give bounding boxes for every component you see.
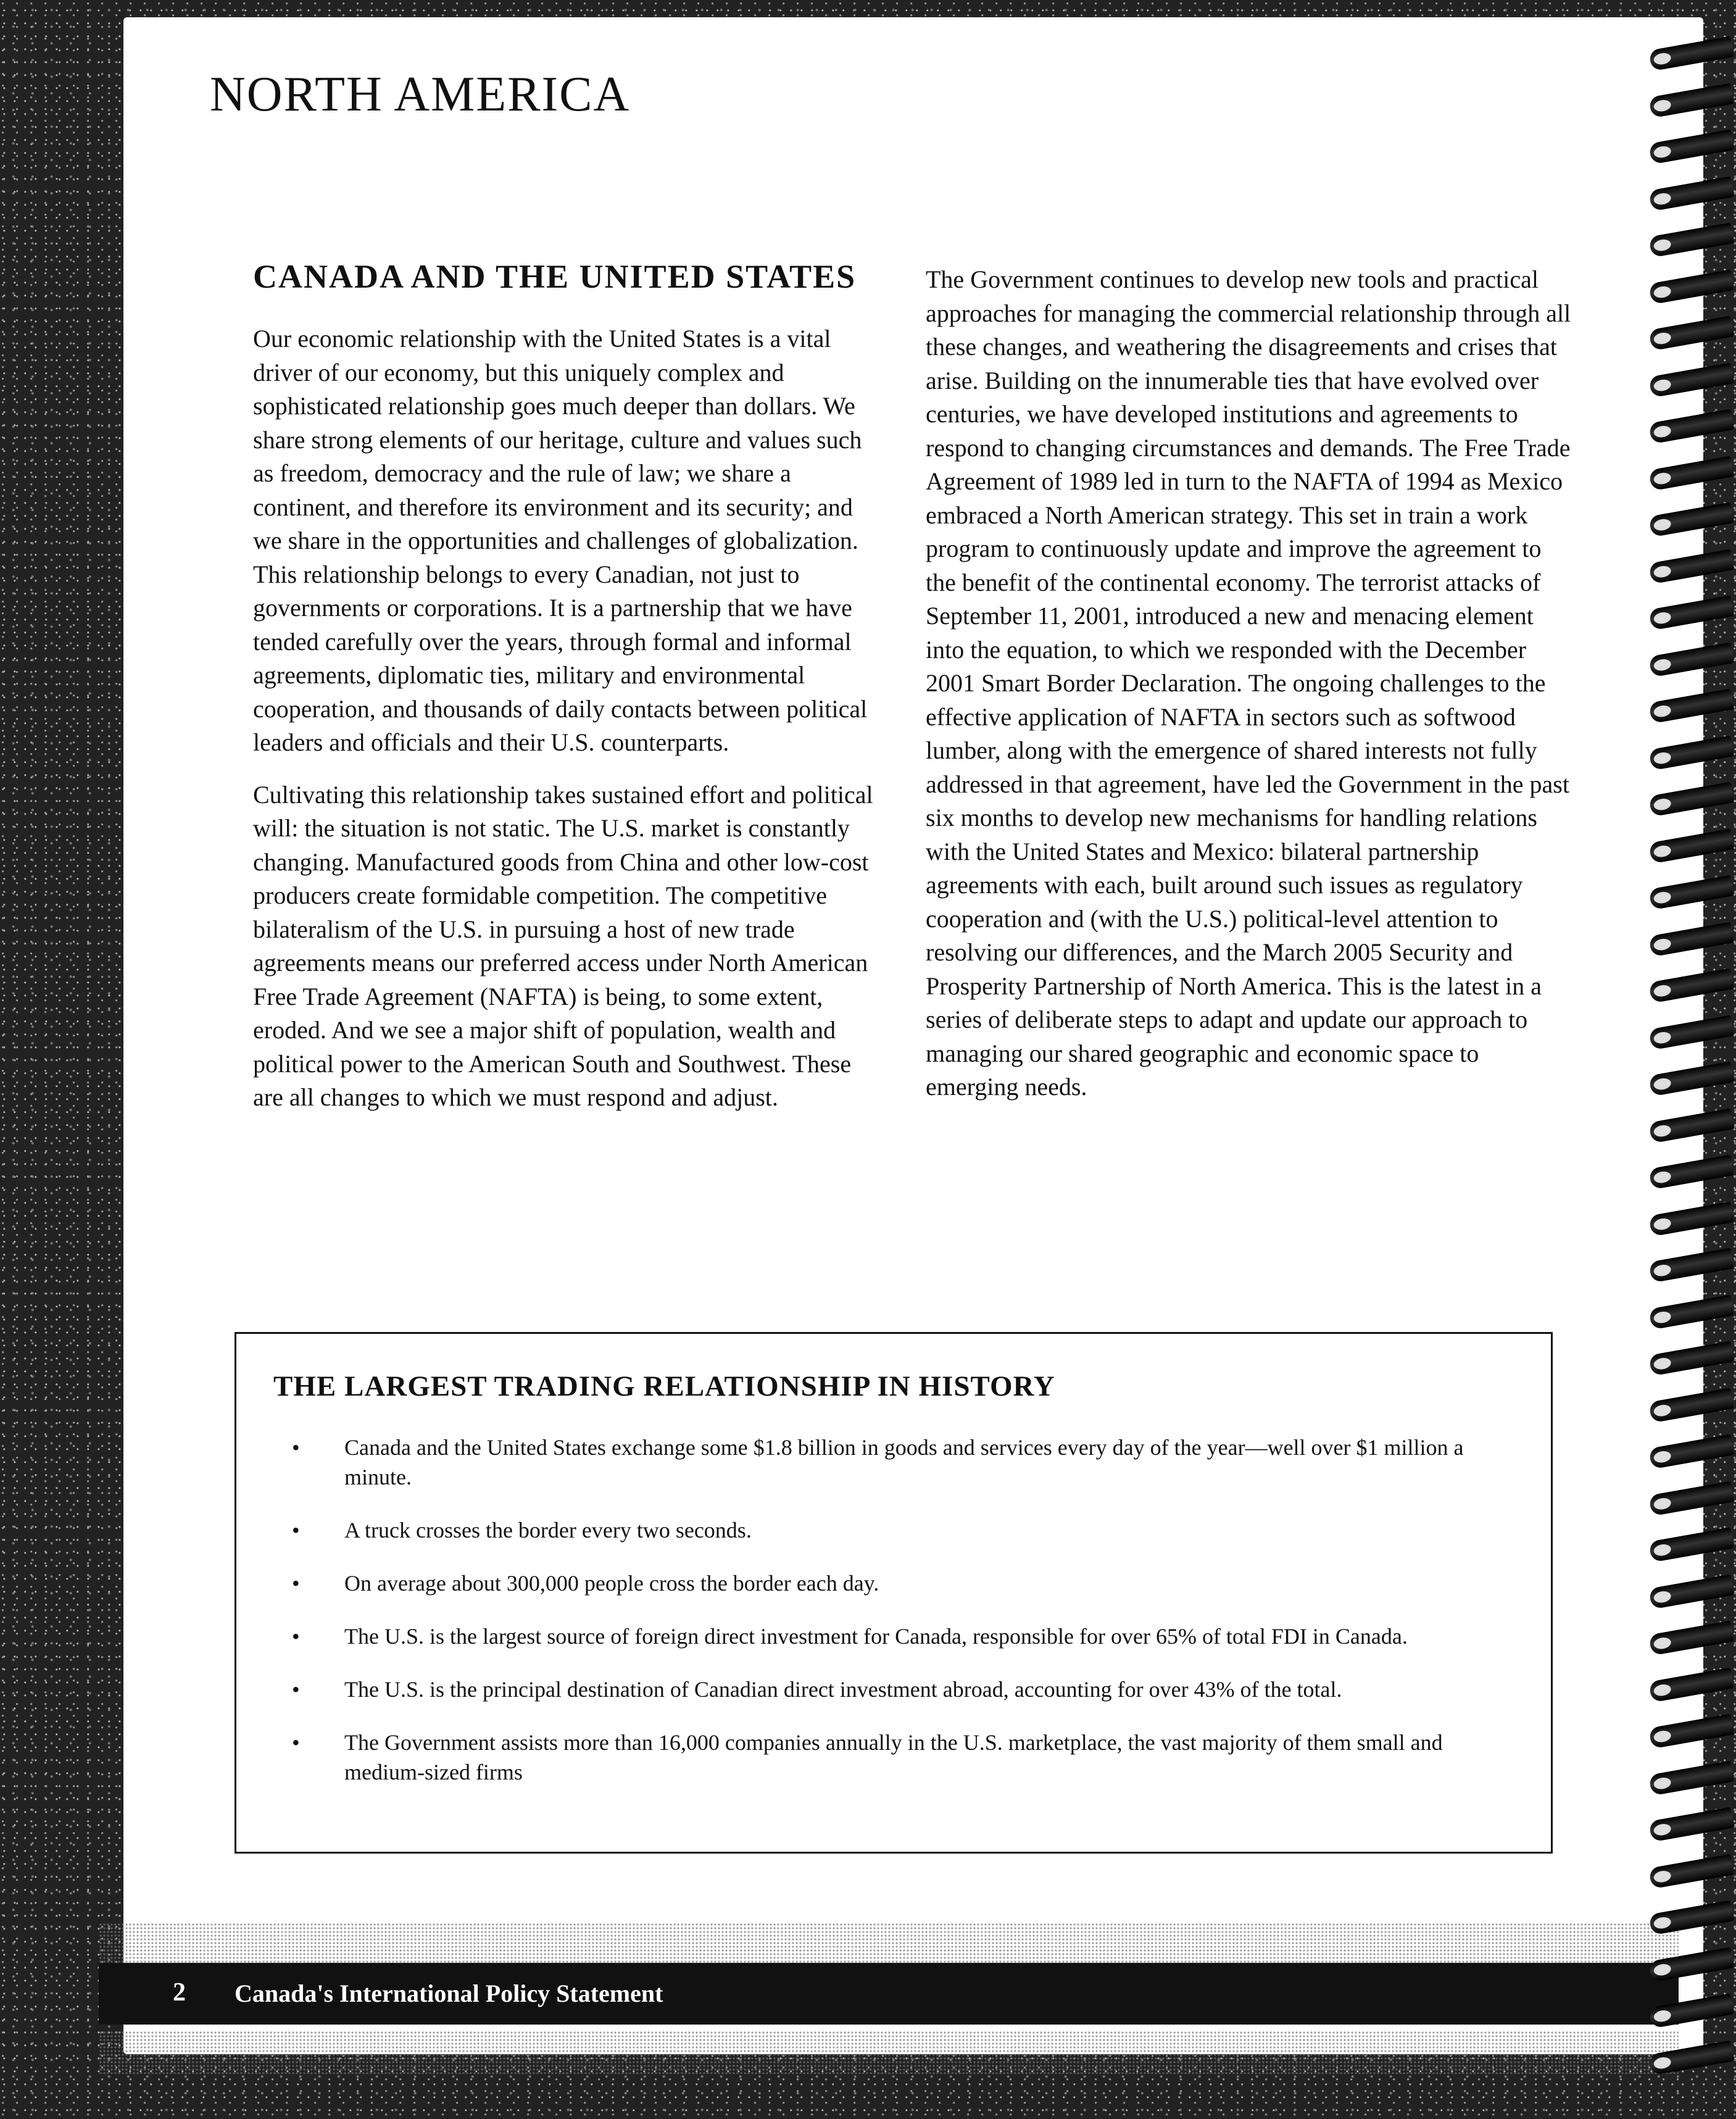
list-item <box>267 1568 1501 1598</box>
binding-ring <box>1648 1760 1734 1796</box>
list-item-text: Canada and the United States exchange some $1.8 billion in goods and services every day of the year—well over $1 million a minute. <box>344 1435 1464 1489</box>
list-item-text: The Government assists more than 16,000 companies annually in the U.S. marketplace, the vast majority of them small and medium-sized firms <box>344 1730 1443 1784</box>
binding-ring <box>1648 1388 1734 1423</box>
binding-ring <box>1648 456 1734 491</box>
facts-list <box>267 1433 1501 1810</box>
binding-ring <box>1648 316 1734 351</box>
binding-ring <box>1648 223 1734 258</box>
binding-ring <box>1648 1434 1734 1470</box>
binding-ring <box>1648 1947 1734 1982</box>
binding-ring <box>1648 1574 1734 1609</box>
binding-ring <box>1648 2040 1734 2075</box>
binding-ring <box>1648 689 1734 724</box>
list-item <box>267 1728 1501 1787</box>
list-item <box>267 1515 1501 1545</box>
footer-band <box>99 1963 1679 2025</box>
binding-ring <box>1648 1108 1734 1143</box>
halftone-band-top <box>99 1923 1679 1966</box>
binding-ring <box>1648 1900 1734 1936</box>
list-item-text: A truck crosses the border every two seconds. <box>344 1518 752 1542</box>
binding-ring <box>1648 735 1734 770</box>
binding-ring <box>1648 875 1734 910</box>
spiral-binding <box>1643 25 1736 2086</box>
binding-ring <box>1648 968 1734 1004</box>
binding-ring <box>1648 1481 1734 1516</box>
binding-ring <box>1648 1714 1734 1749</box>
list-item <box>267 1622 1501 1651</box>
binding-ring <box>1648 176 1734 211</box>
list-item <box>267 1433 1501 1492</box>
binding-ring <box>1648 642 1734 677</box>
binding-ring <box>1648 549 1734 584</box>
list-item-text: The U.S. is the principal destination of Canadian direct investment abroad, accounting for over 43% of the total. <box>344 1677 1342 1702</box>
binding-ring <box>1648 1248 1734 1283</box>
binding-ring <box>1648 130 1734 165</box>
bullet-icon: • <box>292 1677 300 1702</box>
binding-ring <box>1648 1015 1734 1050</box>
list-item-text: On average about 300,000 people cross the border each day. <box>344 1571 879 1596</box>
bullet-icon: • <box>292 1435 300 1460</box>
binding-ring <box>1648 1621 1734 1656</box>
page-title: NORTH AMERICA <box>210 67 631 122</box>
binding-ring <box>1648 1667 1734 1702</box>
right-column <box>926 263 1574 1123</box>
footer-title: Canada's International Policy Statement <box>235 1980 663 2007</box>
binding-ring <box>1648 269 1734 304</box>
paragraph: Our economic relationship with the United States is a vital driver of our economy, but this uniquely complex and sophisticated relationship goes much deeper than dollars. We share strong elements of our heritage, culture and values such as freedom, democracy and the rule of law; we share a continent, and therefore its environment and its security; and we share in the opportunities and challenges of globalization. This relationship belongs to every Canadian, not just to governments or corporations. It is a partnership that we have tended carefully over the years, through formal and informal agreements, diplomatic ties, military and environmental cooperation, and thousands of daily contacts between political leaders and officials and their U.S. counterparts. <box>253 325 868 756</box>
binding-ring <box>1648 828 1734 864</box>
binding-ring <box>1648 1854 1734 1889</box>
page-number: 2 <box>173 1978 186 2007</box>
list-item-text: The U.S. is the largest source of foreign direct investment for Canada, responsible for over 65% of total FDI in Canada. <box>344 1624 1408 1649</box>
facts-box-heading: THE LARGEST TRADING RELATIONSHIP IN HISTORY <box>273 1370 1055 1402</box>
binding-ring <box>1648 782 1734 817</box>
left-column <box>253 252 876 1133</box>
bullet-icon: • <box>292 1624 300 1649</box>
binding-ring <box>1648 1201 1734 1236</box>
binding-ring <box>1648 1062 1734 1097</box>
facts-box <box>235 1332 1553 1854</box>
binding-ring <box>1648 362 1734 398</box>
document-page <box>123 17 1703 2054</box>
binding-ring <box>1648 1807 1734 1842</box>
binding-ring <box>1648 1294 1734 1330</box>
section-heading: CANADA AND THE UNITED STATES <box>253 258 857 295</box>
paragraph: Cultivating this relationship takes sustained effort and political will: the situation is not static. The U.S. market is constantly changing. Manufactured goods from China and other low-cost producers create formidable competition. The competitive bilateralism of the U.S. in pursuing a host of new trade agreements means our preferred access under North American Free Trade Agreement (NAFTA) is being, to some extent, eroded. And we see a major shift of population, wealth and political power to the American South and Southwest. These are all changes to which we must respond and adjust. <box>253 780 873 1111</box>
binding-ring <box>1648 1155 1734 1190</box>
binding-ring <box>1648 409 1734 444</box>
binding-ring <box>1648 922 1734 957</box>
binding-ring <box>1648 1994 1734 2029</box>
bullet-icon: • <box>292 1518 300 1542</box>
binding-ring <box>1648 502 1734 538</box>
binding-ring <box>1648 36 1734 72</box>
halftone-band-bottom <box>99 2031 1679 2074</box>
bullet-icon: • <box>292 1730 300 1755</box>
paragraph: The Government continues to develop new tools and practical approaches for managing the commercial relationship through all these changes, and weathering the disagreements and crises that arise. Building on the innumerable ties that have evolved over centuries, we have developed institutions and agreements to respond to changing circumstances and demands. The Free Trade Agreement of 1989 led in turn to the NAFTA of 1994 as Mexico embraced a North American strategy. This set in train a work program to continuously update and improve the agreement to the benefit of the continental economy. The terrorist attacks of September 11, 2001, introduced a new and menacing element into the equation, to which we responded with the December 2001 Smart Border Declaration. The ongoing challenges to the effective application of NAFTA in sectors such as softwood lumber, along with the emergence of shared interests not fully addressed in that agreement, have led the Government in the past six months to develop new mechanisms for handling relations with the United States and Mexico: bilateral partnership agreements with each, built around such issues as regulatory cooperation and (with the U.S.) political-level attention to resolving our differences, and the March 2005 Security and Prosperity Partnership of North America. This is the latest in a series of deliberate steps to adapt and update our approach to managing our shared geographic and economic space to emerging needs. <box>926 265 1571 1101</box>
bullet-icon: • <box>292 1571 300 1596</box>
binding-ring <box>1648 1341 1734 1376</box>
binding-ring <box>1648 1528 1734 1563</box>
binding-ring <box>1648 83 1734 118</box>
binding-ring <box>1648 596 1734 631</box>
list-item <box>267 1675 1501 1704</box>
